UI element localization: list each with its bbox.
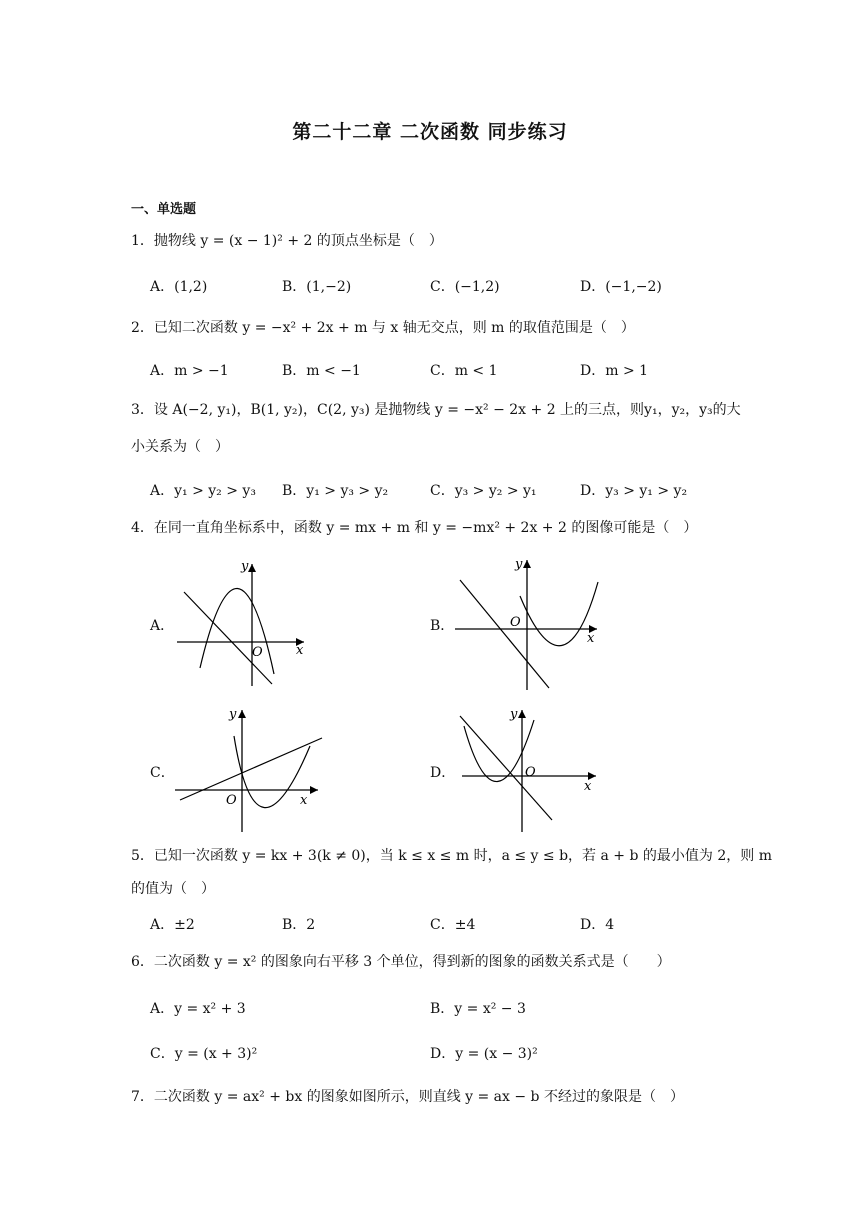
q4-a-x-label: x	[296, 643, 304, 658]
q5-option-b: B．2	[282, 917, 316, 933]
question-6-stem: 6．二次函数 y = x² 的图象向右平移 3 个单位，得到新的图象的函数关系式是（ ）	[131, 954, 671, 970]
q6-option-a: A．y = x² + 3	[150, 1001, 246, 1017]
question-5-stem-line2: 的值为（ ）	[131, 881, 215, 897]
q6-option-b: B．y = x² − 3	[430, 1001, 526, 1017]
q4-b-origin-label: O	[510, 615, 521, 630]
q1-option-d: D．(−1,−2)	[580, 279, 662, 295]
q2-option-c: C．m < 1	[430, 363, 498, 379]
q3-option-c: C．y₃ > y₂ > y₁	[430, 483, 537, 499]
q4-graph-d	[452, 704, 602, 834]
q4-graph-a	[172, 556, 312, 692]
q2-option-b: B．m < −1	[282, 363, 361, 379]
q4-d-x-label: x	[584, 779, 592, 794]
q1-option-a: A．(1,2)	[150, 279, 208, 295]
q3-option-a: A．y₁ > y₂ > y₃	[150, 483, 256, 499]
q4-c-x-label: x	[300, 793, 308, 808]
q3-option-b: B．y₁ > y₃ > y₂	[282, 483, 389, 499]
q6-option-c: C．y = (x + 3)²	[150, 1046, 258, 1062]
question-4-stem: 4．在同一直角坐标系中，函数 y = mx + m 和 y = −mx² + 2x + 2 的图像可能是（ ）	[131, 520, 698, 536]
q4-d-y-label: y	[510, 707, 518, 722]
question-5-stem-line1: 5．已知一次函数 y = kx + 3(k ≠ 0)，当 k ≤ x ≤ m 时，a ≤ y ≤ b，若 a + b 的最小值为 2，则 m	[131, 848, 772, 864]
page-title: 第二十二章 二次函数 同步练习	[292, 121, 568, 143]
section-heading: 一、单选题	[131, 202, 197, 217]
q1-option-c: C．(−1,2)	[430, 279, 500, 295]
q4-c-origin-label: O	[226, 793, 237, 808]
question-3-stem-line1: 3．设 A(−2, y₁)，B(1, y₂)，C(2, y₃) 是抛物线 y = −x² − 2x + 2 上的三点，则y₁，y₂，y₃的大	[131, 402, 741, 418]
q3-option-d: D．y₃ > y₁ > y₂	[580, 483, 688, 499]
q6-option-d: D．y = (x − 3)²	[430, 1046, 538, 1062]
q1-option-b: B．(1,−2)	[282, 279, 352, 295]
q4-graph-b	[452, 552, 602, 694]
q4-a-y-label: y	[241, 559, 249, 574]
q4-b-y-label: y	[515, 557, 523, 572]
q5-option-d: D．4	[580, 917, 615, 933]
q4-option-c: C．	[150, 765, 175, 781]
q4-b-x-label: x	[587, 631, 595, 646]
q2-option-d: D．m > 1	[580, 363, 649, 379]
q5-option-c: C．±4	[430, 917, 476, 933]
q5-option-a: A．±2	[150, 917, 195, 933]
q4-d-origin-label: O	[525, 765, 536, 780]
q4-option-d: D．	[430, 765, 456, 781]
q4-c-y-label: y	[229, 707, 237, 722]
question-1-stem: 1．抛物线 y = (x − 1)² + 2 的顶点坐标是（ ）	[131, 233, 443, 249]
q4-option-a: A．	[150, 618, 175, 634]
q2-option-a: A．m > −1	[150, 363, 229, 379]
q4-a-origin-label: O	[252, 645, 263, 660]
question-2-stem: 2．已知二次函数 y = −x² + 2x + m 与 x 轴无交点，则 m 的取值范围是（ ）	[131, 320, 635, 336]
question-3-stem-line2: 小关系为（ ）	[131, 439, 229, 455]
q4-graph-c	[172, 704, 332, 834]
question-7-stem: 7．二次函数 y = ax² + bx 的图象如图所示，则直线 y = ax − b 不经过的象限是（ ）	[131, 1089, 684, 1105]
q4-option-b: B．	[430, 618, 455, 634]
